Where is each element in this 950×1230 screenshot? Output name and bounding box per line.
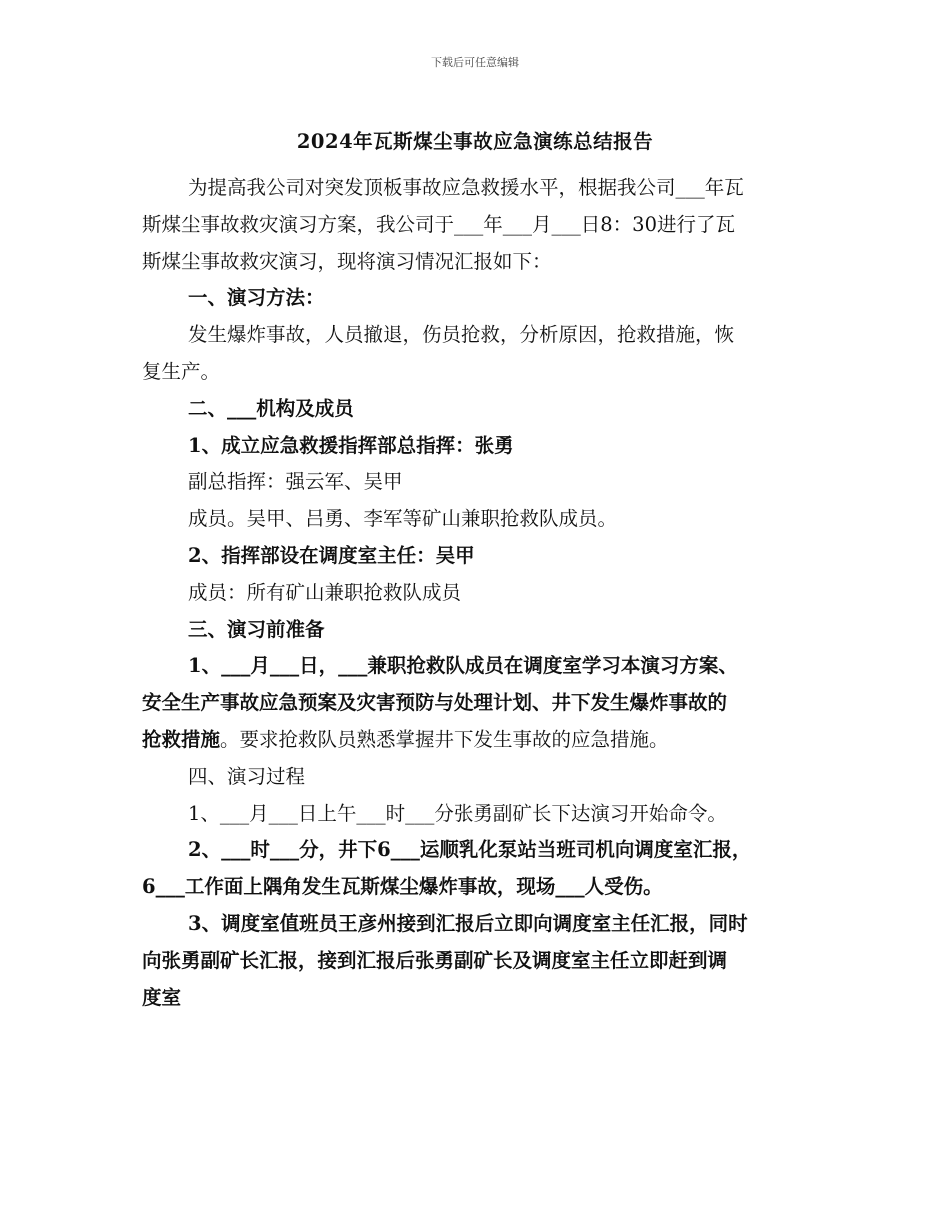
paragraph-line: 3、调度室值班员王彦州接到汇报后立即向调度室主任汇报，同时 — [188, 911, 748, 935]
document-title: 2024年瓦斯煤尘事故应急演练总结报告 — [296, 130, 654, 153]
section-heading: 三、演习前准备 — [188, 617, 325, 641]
paragraph-line: 6___工作面上隅角发生瓦斯煤尘爆炸事故，现场___人受伤。 — [142, 875, 663, 899]
paragraph-line: 斯煤尘事故救灾演习方案，我公司于___年___月___日8：30进行了瓦 — [142, 212, 735, 236]
paragraph-line: 向张勇副矿长汇报，接到汇报后张勇副矿长及调度室主任立即赶到调 — [142, 948, 728, 972]
paragraph-line: 为提高我公司对突发顶板事故应急救援水平，根据我公司___年瓦 — [188, 176, 744, 199]
bold-phrase: 抢救措施 — [142, 727, 221, 751]
text-run: 。要求抢救队员熟悉掌握井下发生事故的应急措施。 — [220, 727, 669, 751]
paragraph-line: 复生产。 — [142, 359, 221, 383]
paragraph-line: 成员。吴甲、吕勇、李军等矿山兼职抢救队成员。 — [188, 507, 618, 531]
paragraph-line: 副总指挥：强云军、吴甲 — [188, 470, 403, 494]
paragraph-line: 1、___月___日，___兼职抢救队成员在调度室学习本演习方案、 — [188, 654, 738, 678]
subsection-heading: 2、指挥部设在调度室主任：吴甲 — [188, 543, 475, 567]
paragraph-line: 2、___时___分，井下6___运顺乳化泵站当班司机向调度室汇报， — [188, 838, 752, 862]
section-heading: 一、演习方法： — [188, 286, 325, 310]
paragraph-line: 斯煤尘事故救灾演习，现将演习情况汇报如下： — [142, 249, 552, 273]
section-heading: 四、演习过程 — [188, 764, 306, 788]
document-body — [142, 170, 812, 1016]
paragraph-line: 成员：所有矿山兼职抢救队成员 — [188, 580, 462, 604]
paragraph-line: 度室 — [142, 985, 182, 1009]
paragraph-line: 1、___月___日上午___时___分张勇副矿长下达演习开始命令。 — [188, 801, 727, 825]
header-note: 下载后可任意编辑 — [431, 56, 519, 69]
paragraph-line: 安全生产事故应急预案及灾害预防与处理计划、井下发生爆炸事故的 — [142, 691, 728, 715]
subsection-heading: 1、成立应急救援指挥部总指挥：张勇 — [188, 433, 514, 457]
section-heading: 二、___机构及成员 — [188, 396, 354, 420]
paragraph-line: 发生爆炸事故，人员撤退，伤员抢救，分析原因，抢救措施，恢 — [188, 323, 735, 347]
paragraph-line — [142, 722, 812, 759]
